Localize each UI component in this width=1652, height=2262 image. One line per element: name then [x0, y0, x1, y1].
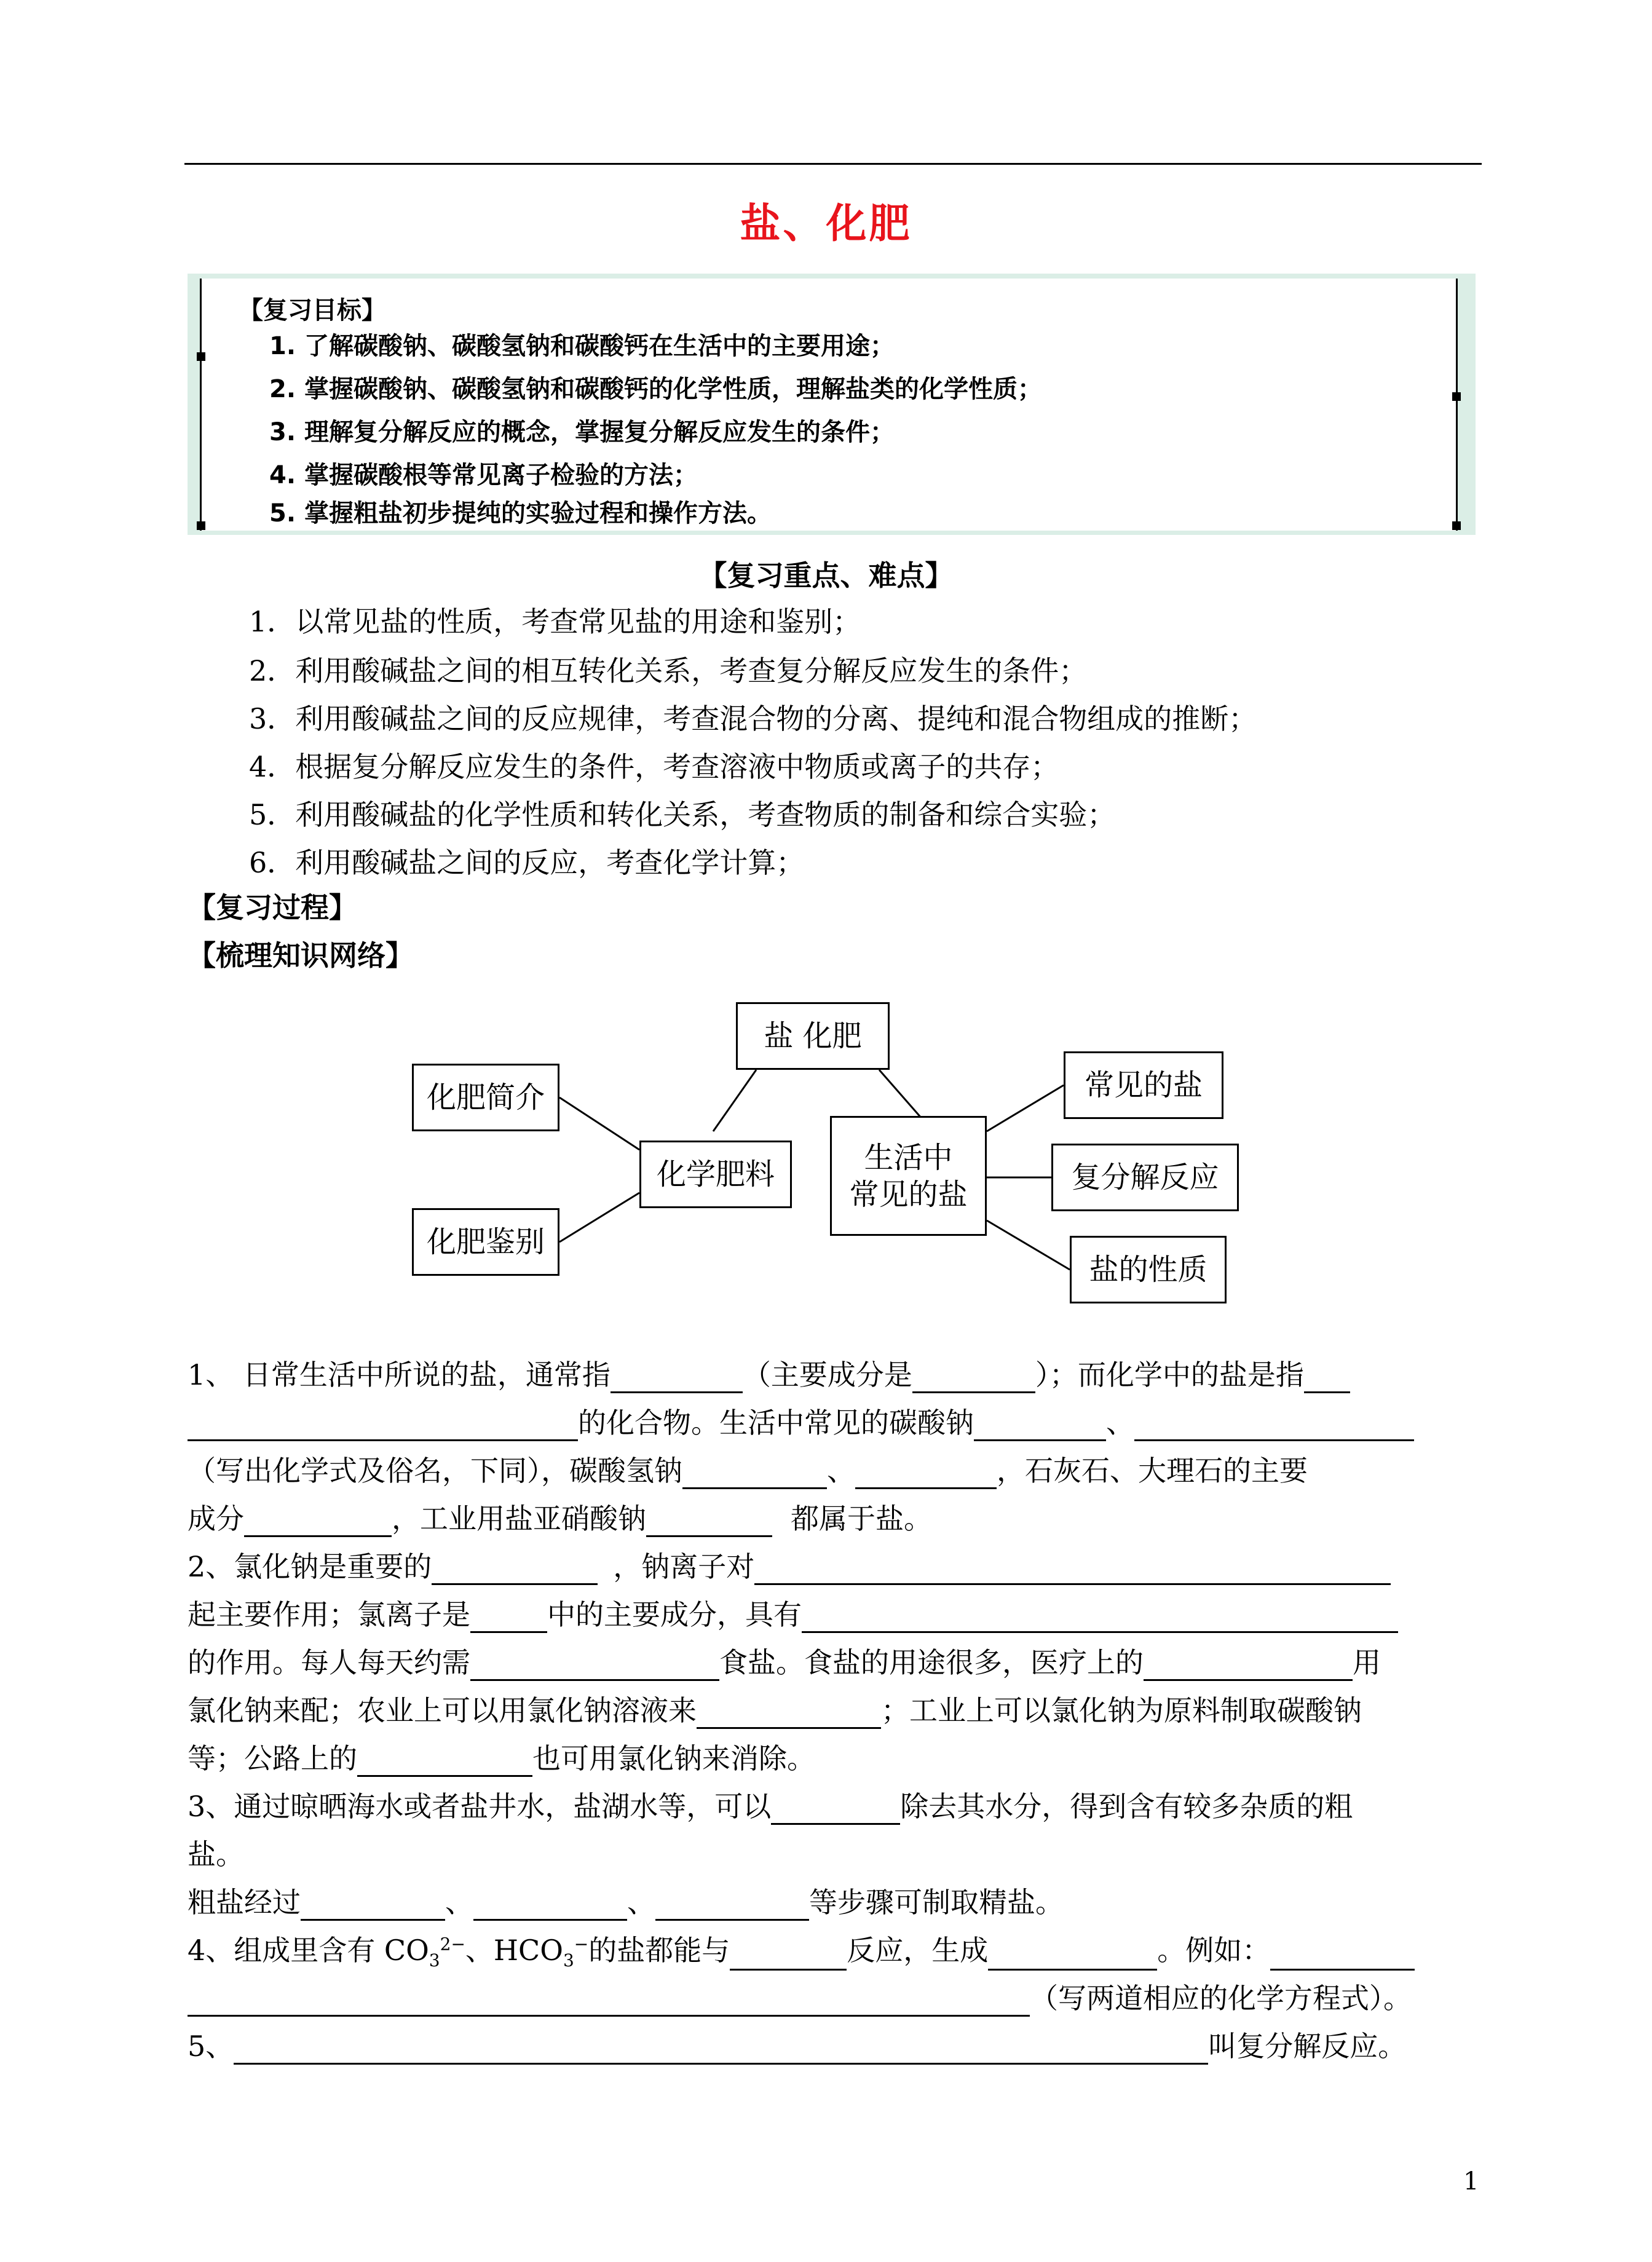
objective-item: 5. 掌握粗盐初步提纯的实验过程和操作方法。 — [269, 499, 772, 528]
question-1-line-3: （写出化学式及俗名，下同），碳酸氢钠 、 ，石灰石、大理石的主要 — [188, 1449, 1308, 1489]
answer-blank[interactable] — [1304, 1361, 1350, 1393]
resize-handle[interactable] — [197, 521, 205, 530]
answer-blank[interactable] — [1270, 1938, 1415, 1971]
answer-blank[interactable] — [988, 1938, 1157, 1971]
answer-blank[interactable] — [771, 1792, 900, 1825]
question-2-line-2: 起主要作用；氯离子是 中的主要成分，具有 — [188, 1592, 1398, 1633]
diagram-node-double-decomp: 复分解反应 — [1051, 1144, 1239, 1211]
network-heading: 【梳理知识网络】 — [188, 939, 414, 972]
objectives-heading: 【复习目标】 — [239, 296, 386, 325]
answer-blank[interactable] — [912, 1361, 1035, 1393]
answer-blank[interactable] — [301, 1888, 445, 1921]
objective-item: 3. 理解复分解反应的概念，掌握复分解反应发生的条件； — [269, 418, 895, 446]
answer-blank[interactable] — [432, 1552, 598, 1585]
connector-line — [559, 1193, 639, 1242]
question-3-line-2: 盐。 — [188, 1838, 244, 1871]
key-point-item: 5．利用酸碱盐的化学性质和转化关系，考查物质的制备和综合实验； — [249, 798, 1116, 831]
question-1-line-1: 1、 日常生活中所说的盐，通常指 （主要成分是 ）；而化学中的盐是指 — [188, 1353, 1350, 1393]
key-points-heading: 【复习重点、难点】 — [698, 559, 954, 592]
answer-blank[interactable] — [682, 1457, 827, 1489]
resize-handle[interactable] — [197, 352, 205, 361]
question-2-line-3: 的作用。每人每天约需 食盐。食盐的用途很多，医疗上的 用 — [188, 1640, 1381, 1681]
diagram-node-common-salt: 常见的盐 — [1064, 1051, 1223, 1119]
question-2-line-4: 氯化钠来配；农业上可以用氯化钠溶液来 ；工业上可以氯化钠为原料制取碳酸钠 — [188, 1688, 1362, 1729]
connector-line — [987, 1085, 1064, 1131]
diagram-node-salt-props: 盐的性质 — [1070, 1236, 1227, 1303]
answer-blank[interactable] — [655, 1888, 809, 1921]
objectives-frame — [200, 279, 1458, 531]
objective-item: 2. 掌握碳酸钠、碳酸氢钠和碳酸钙的化学性质，理解盐类的化学性质； — [269, 375, 1042, 403]
question-2-line-5: 等；公路上的 也可用氯化钠来消除。 — [188, 1736, 815, 1777]
answer-blank[interactable] — [730, 1938, 847, 1971]
resize-handle[interactable] — [1452, 521, 1461, 530]
answer-blank[interactable] — [646, 1505, 772, 1537]
diagram-node-fertilizer: 化学肥料 — [639, 1141, 792, 1208]
answer-blank[interactable] — [473, 1888, 627, 1921]
page-number: 1 — [1463, 2167, 1479, 2196]
connector-line — [987, 1220, 1070, 1270]
question-3-line-3: 粗盐经过 、 、 等步骤可制取精盐。 — [188, 1880, 1064, 1921]
key-point-item: 2．利用酸碱盐之间的相互转化关系，考查复分解反应发生的条件； — [249, 654, 1088, 687]
question-1-line-4: 成分 ，工业用盐亚硝酸钠 都属于盐。 — [188, 1497, 932, 1537]
key-point-item: 1．以常见盐的性质，考查常见盐的用途和鉴别； — [249, 605, 861, 638]
answer-blank[interactable] — [188, 1409, 578, 1441]
answer-blank[interactable] — [611, 1361, 743, 1393]
question-4-line-1: 4、组成里含有 $CO_3^{2-}$、$HCO_3^-$的盐都能与 反应，生成 。例如： — [188, 1928, 1415, 1971]
connector-line — [559, 1097, 639, 1150]
answer-blank[interactable] — [697, 1696, 881, 1729]
diagram-node-fert-identify: 化肥鉴别 — [412, 1208, 559, 1276]
objective-item: 4. 掌握碳酸根等常见离子检验的方法； — [269, 461, 698, 489]
answer-blank[interactable] — [188, 1984, 1030, 2017]
process-heading: 【复习过程】 — [188, 891, 357, 924]
question-1-line-2: 的化合物。生活中常见的碳酸钠 、 — [188, 1401, 1414, 1441]
header-rule — [184, 163, 1482, 165]
question-4-line-2: （写两道相应的化学方程式）。 — [188, 1976, 1412, 2017]
answer-blank[interactable] — [234, 2032, 1208, 2065]
answer-blank[interactable] — [357, 1744, 532, 1777]
diagram-node-center: 盐 化肥 — [736, 1002, 890, 1070]
answer-blank[interactable] — [470, 1600, 547, 1633]
answer-blank[interactable] — [244, 1505, 392, 1537]
key-point-item: 6．利用酸碱盐之间的反应，考查化学计算； — [249, 846, 805, 879]
answer-blank[interactable] — [1144, 1648, 1353, 1681]
connector-line — [879, 1070, 922, 1119]
answer-blank[interactable] — [470, 1648, 719, 1681]
objective-item: 1. 了解碳酸钠、碳酸氢钠和碳酸钙在生活中的主要用途； — [269, 332, 895, 360]
question-3-line-1: 3、通过晾晒海水或者盐井水，盐湖水等，可以 除去其水分，得到含有较多杂质的粗 — [188, 1784, 1353, 1825]
knowledge-network-diagram — [412, 993, 1242, 1325]
question-2-line-1: 2、氯化钠是重要的 ，钠离子对 — [188, 1544, 1391, 1585]
question-5-line-1: 5、 叫复分解反应。 — [188, 2024, 1406, 2065]
answer-blank[interactable] — [1134, 1409, 1414, 1441]
diagram-node-life-salt: 生活中 常见的盐 — [830, 1116, 987, 1236]
connector-line — [713, 1070, 756, 1131]
page-title: 盐、化肥 — [740, 199, 912, 247]
answer-blank[interactable] — [855, 1457, 997, 1489]
answer-blank[interactable] — [754, 1552, 1391, 1585]
diagram-node-fert-intro: 化肥简介 — [412, 1064, 559, 1131]
key-point-item: 4．根据复分解反应发生的条件，考查溶液中物质或离子的共存； — [249, 750, 1059, 783]
answer-blank[interactable] — [974, 1409, 1106, 1441]
answer-blank[interactable] — [802, 1600, 1398, 1633]
key-point-item: 3．利用酸碱盐之间的反应规律，考查混合物的分离、提纯和混合物组成的推断； — [249, 702, 1257, 735]
resize-handle[interactable] — [1452, 392, 1461, 401]
objectives-block — [188, 274, 1476, 535]
